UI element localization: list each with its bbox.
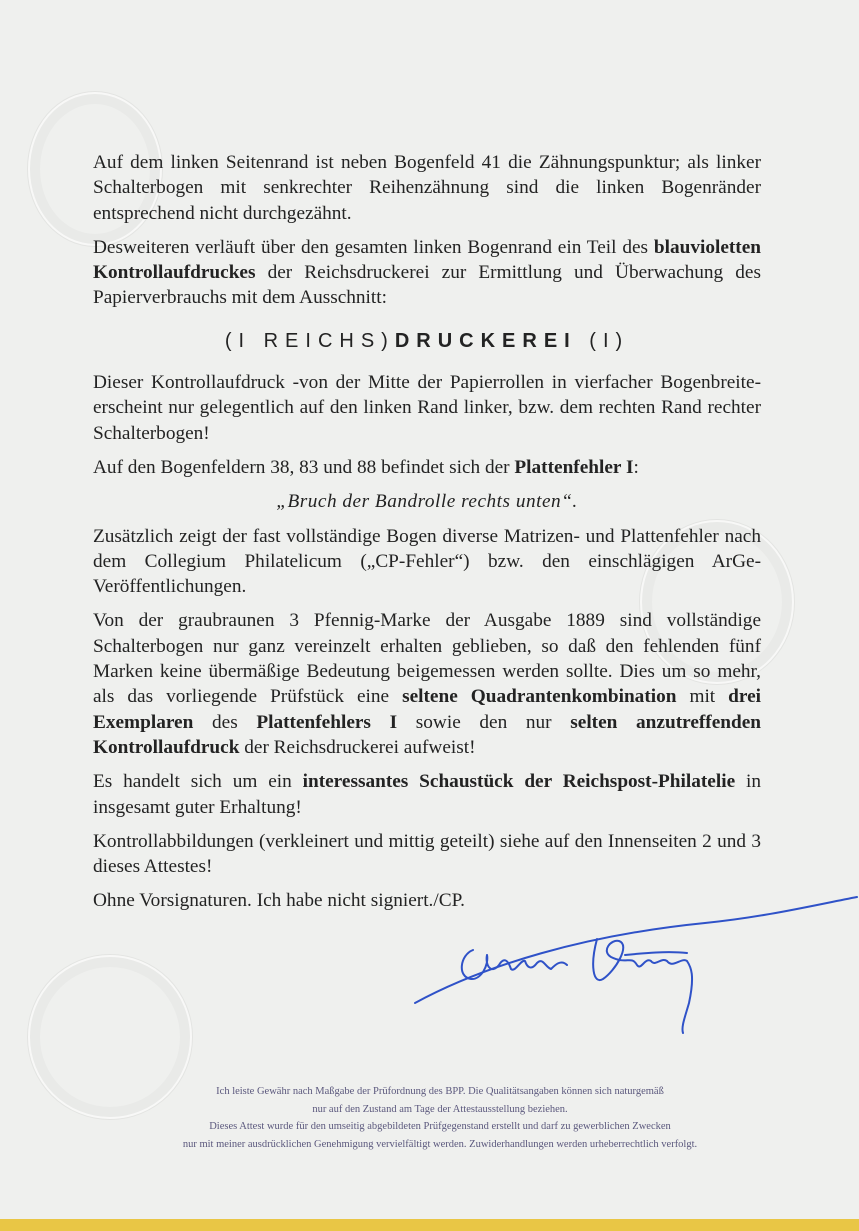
paragraph-group-intro <box>93 150 761 311</box>
emphasized-text: selten anzutreffenden Kontrollaufdruck <box>93 711 762 758</box>
emphasized-text: Plattenfehlers I <box>256 711 398 733</box>
paragraph-text: mit <box>676 686 729 708</box>
emphasized-text: seltene Quadrantenkombination <box>402 686 677 708</box>
paragraph-text: der Reichsdruckerei aufweist! <box>239 736 476 758</box>
paragraph-text: Zusätzlich zeigt der fast vollständige Bogen diverse Matrizen- und Plattenfehler nach dem Collegium Philatelicum („CP-Fehler“) bzw. den einschlägigen ArGe-Veröffentlichungen. <box>93 525 761 598</box>
footer-line: Ich leiste Gewähr nach Maßgabe der Prüfordnung des BPP. Die Qualitätsangaben können sich naturgemäß <box>216 1086 664 1097</box>
control-print-part1: (I REICHS) <box>224 329 395 352</box>
paragraph-text: des <box>193 711 257 733</box>
paragraph-text: Auf dem linken Seitenrand ist neben Bogenfeld 41 die Zähnungspunktur; als linker Schalterbogen mit senkrechter Reihenzähnung sind die linken Bogenränder entsprechend nicht durchgezähnt. <box>93 152 761 224</box>
emphasized-text: interessantes Schaustück der Reichspost-Philatelie <box>302 771 736 793</box>
body-paragraph <box>93 769 761 820</box>
paragraph-text: Kontrollabbildungen (verkleinert und mittig geteilt) siehe auf den Innenseiten 2 und 3 dieses Attestes! <box>93 830 761 878</box>
emphasized-text: Plattenfehler I <box>514 456 634 478</box>
paragraph-text: Auf den Bogenfeldern 38, 83 und 88 befindet sich der <box>93 456 515 478</box>
paragraph-text: Desweiteren verläuft über den gesamten linken Bogenrand ein Teil des <box>93 236 654 258</box>
paragraph-group-closing <box>93 524 761 914</box>
emphasized-text: drei Exemplaren <box>93 686 762 733</box>
body-paragraph <box>93 150 761 226</box>
paragraph-text: : <box>633 456 639 478</box>
paragraph-text: Von der graubraunen 3 Pfennig-Marke der Ausgabe 1889 sind vollständige Schalterbogen nur ganz vereinzelt erhalten geblieben, so daß den fehlenden fünf Marken keine übermäßige Bedeutung beigemessen werden sollte. Dies um so mehr, als das vorliegende Prüfstück eine <box>93 610 761 708</box>
paragraph-text: sowie den nur <box>397 711 571 733</box>
footer-disclaimer <box>120 1083 760 1153</box>
body-paragraph <box>93 608 761 760</box>
control-print-part2: DRUCKEREI <box>394 329 577 352</box>
body-paragraph <box>93 829 761 880</box>
paragraph-text: Ohne Vorsignaturen. Ich habe nicht signiert./CP. <box>93 890 465 912</box>
footer-line: nur auf den Zustand am Tage der Attestausstellung beziehen. <box>312 1103 568 1115</box>
certificate-body <box>93 150 761 923</box>
control-print-excerpt <box>93 329 761 354</box>
paragraph-text: der Reichsdruckerei zur Ermittlung und Überwachung des Papierverbrauchs mit dem Ausschnitt: <box>93 262 761 309</box>
error-quote: „Bruch der Bandrolle rechts unten“. <box>276 491 578 513</box>
body-paragraph <box>93 455 761 480</box>
bottom-gold-bar <box>0 1219 859 1231</box>
emphasized-text: blauvioletten Kontrollaufdruckes <box>93 236 761 284</box>
body-paragraph <box>93 370 761 446</box>
paragraph-text: in insgesamt guter Erhaltung! <box>93 771 762 818</box>
paragraph-group-middle <box>93 370 761 480</box>
body-paragraph <box>93 235 761 311</box>
body-paragraph <box>93 524 761 600</box>
control-print-part3: (I) <box>576 329 630 352</box>
paragraph-text: Es handelt sich um ein <box>93 771 303 793</box>
footer-line: Dieses Attest wurde für den umseitig abgebildeten Prüfgegenstand erstellt und darf zu gewerblichen Zwecken <box>209 1121 671 1132</box>
handwritten-signature <box>405 895 859 1045</box>
footer-line: nur mit meiner ausdrücklichen Genehmigung vervielfältigt werden. Zuwiderhandlungen werden urheberrechtlich verfolgt. <box>182 1138 698 1150</box>
paragraph-text: Dieser Kontrollaufdruck -von der Mitte der Papierrollen in vierfacher Bogenbreite- erscheint nur gelegentlich auf den linken Rand linker, bzw. dem rechten Rand rechter Schalterbogen! <box>93 372 761 444</box>
